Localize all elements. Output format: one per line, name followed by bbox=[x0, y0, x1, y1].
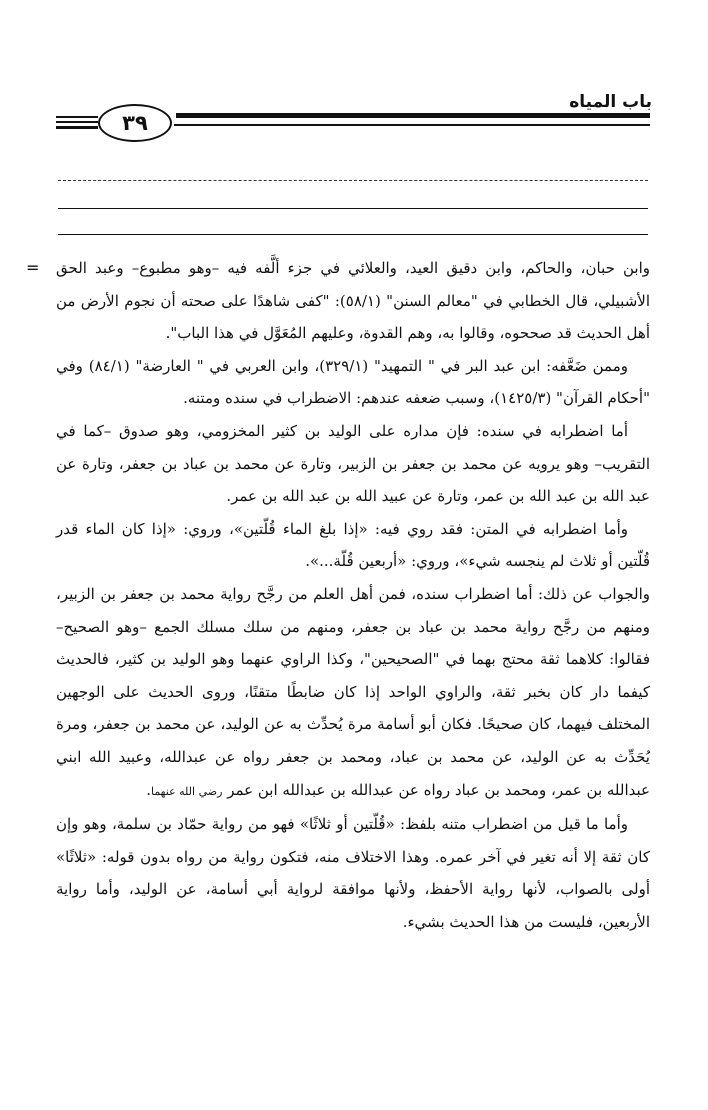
paragraph: وابن حبان، والحاكم، وابن دقيق العيد، والعلائي في جزء ألَّفه فيه –وهو مطبوع– وعبد الحق الأشبيلي، قال الخطابي في "معالم السنن" (٥٨/١): "كفى شاهدًا على صحته أن نجوم الأرض من أهل الحديث قد صححوه، وقالوا به، وهم القدوة، وعليهم المُعَوَّل في هذا الباب". bbox=[56, 259, 650, 343]
honorific-glyph: رضي الله عنهما bbox=[150, 784, 223, 798]
header-bar-right-thick bbox=[176, 113, 650, 118]
page-header bbox=[0, 0, 708, 160]
paragraph-text: والجواب عن ذلك: أما اضطراب سنده، فمن أهل العلم من رجَّح رواية محمد بن جعفر بن الزبير، ومنهم من رجَّح رواية محمد بن عباد بن جعفر، ومنهم من سلك مسلك الجمع –وهو الصحيح– فقالوا: كلاهما ثقة محتج بهما في "الصحيحين"، وكذا الراوي عنهما وهو الوليد بن كثير، فالحديث كيفما دار كان بخبر ثقة، والراوي الواحد إذا كان ضابطًا متقنًا، وروى الحديث على الوجهين المختلف فيهما، كان صحيحًا. فكان أبو أسامة مرة يُحدِّث به عن الوليد، عن محمد بن جعفر، ومرة يُحَدِّث به عن الوليد، عن محمد بن عباد، ومحمد بن جعفر رواه عن عبدالله، وعبيد الله ابني عبدالله بن عمر، ومحمد بن عباد رواه عن عبدالله بن عبدالله ابن عمر bbox=[56, 584, 650, 799]
dashed-divider bbox=[58, 180, 648, 181]
chapter-title: باب المياه bbox=[569, 92, 652, 112]
page-number: ٣٩ bbox=[122, 111, 148, 135]
body-text bbox=[56, 252, 650, 938]
header-bar-left-2 bbox=[56, 121, 98, 123]
paragraph: أما اضطرابه في سنده: فإن مداره على الوليد بن كثير المخزومي، وهو صدوق –كما في التقريب– وهو يرويه عن محمد بن جعفر بن الزبير، وتارة عن محمد بن عباد بن جعفر، وتارة عن عبد الله بن عبد الله بن عمر، وتارة عن عبيد الله بن عبد الله بن عمر. bbox=[56, 421, 650, 506]
divider-rule-2 bbox=[58, 234, 648, 235]
header-bar-left-1 bbox=[56, 116, 98, 118]
page-number-oval bbox=[98, 104, 172, 142]
paragraph: وممن ضَعَّفه: ابن عبد البر في " التمهيد" (٣٢٩/١)، وابن العربي في " العارضة" (٨٤/١) وفي "أحكام القرآن" (١٤٢٥/٣)، وسبب ضعفه عندهم: الاضطراب في سنده ومتنه. bbox=[56, 356, 650, 408]
paragraph: وأما اضطرابه في المتن: فقد روي فيه: «إذا بلغ الماء قُلّتين»، وروي: «إذا كان الماء قدر قُلّتين أو ثلاث لم ينجسه شيء»، وروي: «أربعين قُلّة...». bbox=[56, 519, 650, 571]
header-bar-left-3 bbox=[56, 126, 98, 129]
paragraph: وأما ما قيل من اضطراب متنه بلفظ: «قُلّتين أو ثلاثًا» فهو من رواية حمّاد بن سلمة، وهو وإن كان ثقة إلا أنه تغير في آخر عمره. وهذا الاختلاف منه، فتكون رواية من رواه بدون قوله: «ثلاثًا» أولى بالصواب، لأنها رواية الأحفظ، ولأنها موافقة لرواية أبي أسامة، عن الوليد، وأما رواية الأربعين، فليست من هذا الحديث بشيء. bbox=[56, 815, 650, 931]
header-bar-right-thin bbox=[174, 124, 650, 126]
paragraph: والجواب عن ذلك: أما اضطراب سنده، فمن أهل العلم من رجَّح رواية محمد بن جعفر بن الزبير، ومنهم من رجَّح رواية محمد بن عباد بن جعفر، ومنهم من سلك مسلك الجمع –وهو الصحيح– فقالوا: كلاهما ثقة محتج بهما في "الصحيحين"، وكذا الراوي عنهما وهو الوليد بن كثير، فالحديث كيفما دار كان بخبر ثقة، والراوي الواحد إذا كان ضابطًا متقنًا، وروى الحديث على الوجهين المختلف فيهما، كان صحيحًا. فكان أبو أسامة مرة يُحدِّث به عن الوليد، عن محمد بن جعفر، ومرة يُحَدِّث به عن الوليد، عن محمد بن عباد، ومحمد بن جعفر رواه عن عبدالله، وعبيد الله ابني عبدالله بن عمر، ومحمد بن عباد رواه عن عبدالله بن عبدالله ابن عمر رضي الله عنهما. bbox=[56, 584, 650, 799]
divider-rule-1 bbox=[58, 208, 648, 209]
continuation-mark: = bbox=[26, 258, 40, 277]
